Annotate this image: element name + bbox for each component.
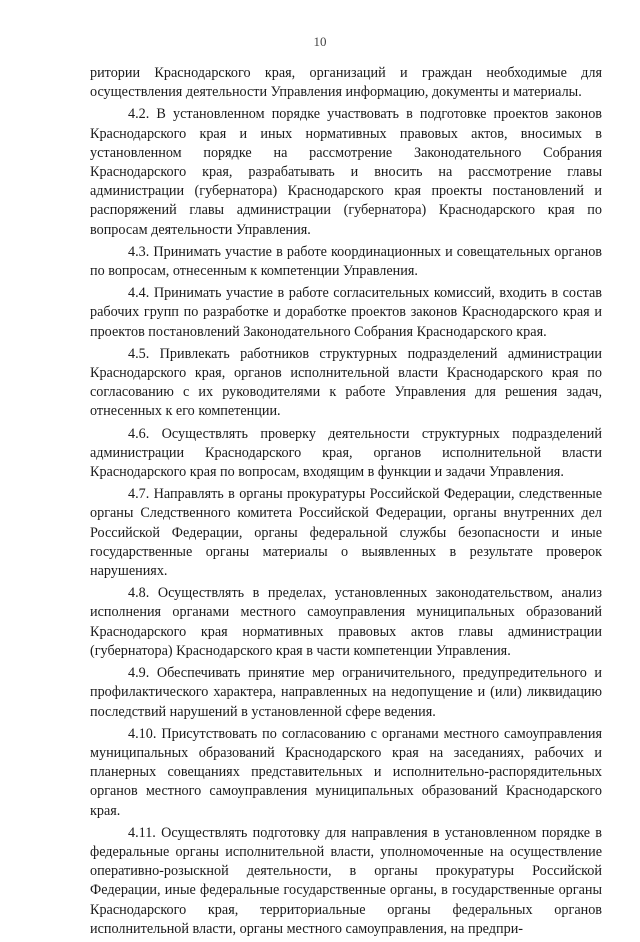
paragraph-4-10: 4.10. Присутствовать по согласованию с органами местного самоуправления муниципальных образований Краснодарского края на заседаниях, рабочих и планерных совещаниях представительных и исполнительно-распорядительных органов местного самоуправления муниципальных образований Краснодарского края. [90, 725, 602, 819]
paragraph-4-9: 4.9. Обеспечивать принятие мер ограничительного, предупредительного и профилактического характера, направленных на недопущение и (или) ликвидацию последствий нарушений в установленной сфере ведения. [90, 665, 602, 720]
paragraph-continuation: ритории Краснодарского края, организаций и граждан необходимые для осуществления деятельности Управления информацию, документы и материалы. [90, 65, 602, 101]
paragraph-4-3: 4.3. Принимать участие в работе координационных и совещательных органов по вопросам, отнесенным к компетенции Управления. [90, 243, 602, 280]
paragraph-4-4: 4.4. Принимать участие в работе согласительных комиссий, входить в состав рабочих групп по разработке и доработке проектов законов Краснодарского края и проектов постановлений Законодательного Собрания Краснодарского края. [90, 285, 602, 340]
paragraph-4-8: 4.8. Осуществлять в пределах, установленных законодательством, анализ исполнения органами местного самоуправления муниципальных образований Краснодарского края нормативных правовых актов главы администрации (губернатора) Краснодарского края в части компетенции Управления. [90, 585, 602, 659]
paragraph-4-6: 4.6. Осуществлять проверку деятельности структурных подразделений администрации Краснодарского края, органов исполнительной власти Краснодарского края по вопросам, входящим в функции и задачи Управления. [90, 425, 602, 481]
paragraph-4-11: 4.11. Осуществлять подготовку для направления в установленном порядке в федеральные органы исполнительной власти, уполномоченные на осуществление оперативно-розыскной деятельности, в органы прокуратуры Российской Федерации, иные федеральные государственные органы, в государственные органы Краснодарского края, территориальные органы федеральных органов исполнительной власти, органы местного самоуправления, на предпри- [90, 824, 602, 937]
paragraph-4-2: 4.2. В установленном порядке участвовать в подготовке проектов законов Краснодарского края и иных нормативных правовых актов, вносимых в установленном порядке на рассмотрение Законодательного Собрания Краснодарского края, разрабатывать и вносить на рассмотрение главы администрации (губернатора) Краснодарского края проекты постановлений и распоряжений главы администрации (губернатора) Краснодарского края по вопросам деятельности Управления. [90, 106, 602, 238]
document-body [90, 64, 602, 942]
paragraph-4-7: 4.7. Направлять в органы прокуратуры Российской Федерации, следственные органы Следственного комитета Российской Федерации, органы внутренних дел Российской Федерации, органы федеральной службы безопасности и иные государственные органы материалы о выявленных в результате проверок нарушениях. [90, 486, 602, 580]
paragraph-4-5: 4.5. Привлекать работников структурных подразделений администрации Краснодарского края, органов исполнительной власти Краснодарского края по согласованию с их руководителями к работе Управления для решения задач, отнесенных к его компетенции. [90, 345, 602, 420]
page-number: 10 [313, 34, 327, 49]
